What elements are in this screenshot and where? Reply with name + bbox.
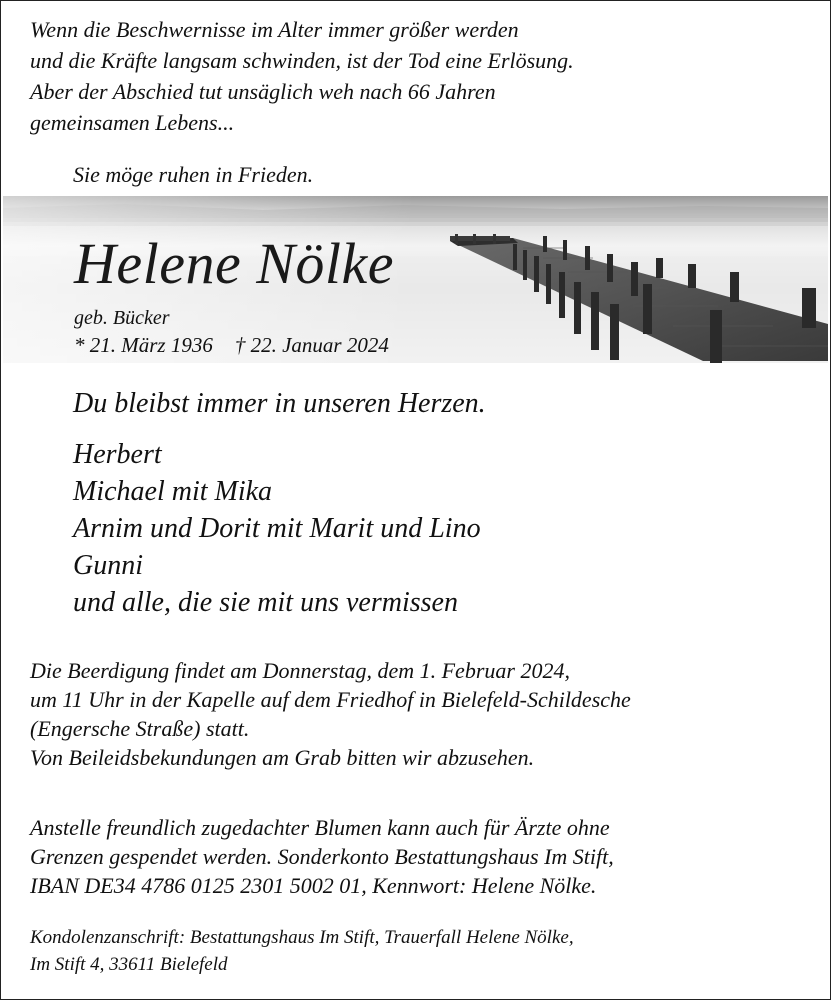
intro-line: gemeinsamen Lebens... bbox=[30, 110, 235, 135]
funeral-info bbox=[30, 656, 631, 772]
funeral-line: Die Beerdigung findet am Donnerstag, dem 1. Februar 2024, bbox=[30, 658, 570, 683]
birth-date: * 21. März 1936 bbox=[74, 333, 213, 357]
intro-line: und die Kräfte langsam schwinden, ist der Tod eine Erlösung. bbox=[30, 48, 574, 73]
intro-line: Aber der Abschied tut unsäglich weh nach 66 Jahren bbox=[30, 79, 496, 104]
family-member: und alle, die sie mit uns vermissen bbox=[73, 587, 458, 618]
family-list bbox=[73, 436, 481, 621]
donation-info bbox=[30, 813, 614, 900]
life-dates bbox=[74, 333, 389, 358]
funeral-line: (Engersche Straße) statt. bbox=[30, 716, 250, 741]
birth-name: geb. Bücker bbox=[74, 307, 170, 329]
rest-wish: Sie möge ruhen in Frieden. bbox=[73, 162, 314, 187]
funeral-line: um 11 Uhr in der Kapelle auf dem Friedhof in Bielefeld-Schildesche bbox=[30, 687, 631, 712]
family-member: Michael mit Mika bbox=[73, 476, 273, 507]
family-member: Herbert bbox=[73, 439, 162, 470]
funeral-line: Von Beileidsbekundungen am Grab bitten wir abzusehen. bbox=[30, 745, 535, 770]
donation-line: Grenzen gespendet werden. Sonderkonto Bestattungshaus Im Stift, bbox=[30, 844, 614, 869]
intro-line: Wenn die Beschwernisse im Alter immer größer werden bbox=[30, 17, 519, 42]
condolence-line: Kondolenzanschrift: Bestattungshaus Im Stift, Trauerfall Helene Nölke, bbox=[30, 927, 574, 948]
family-member: Arnim und Dorit mit Marit und Lino bbox=[73, 513, 481, 544]
donation-line: IBAN DE34 4786 0125 2301 5002 01, Kennwort: Helene Nölke. bbox=[30, 873, 597, 898]
intro-poem bbox=[30, 14, 574, 138]
condolence-line: Im Stift 4, 33611 Bielefeld bbox=[30, 954, 228, 975]
condolence-address bbox=[30, 924, 574, 978]
deceased-name: Helene Nölke bbox=[74, 231, 395, 296]
memorial-quote: Du bleibst immer in unseren Herzen. bbox=[73, 388, 486, 419]
family-member: Gunni bbox=[73, 550, 143, 581]
donation-line: Anstelle freundlich zugedachter Blumen kann auch für Ärzte ohne bbox=[30, 815, 610, 840]
death-date: † 22. Januar 2024 bbox=[234, 333, 389, 357]
